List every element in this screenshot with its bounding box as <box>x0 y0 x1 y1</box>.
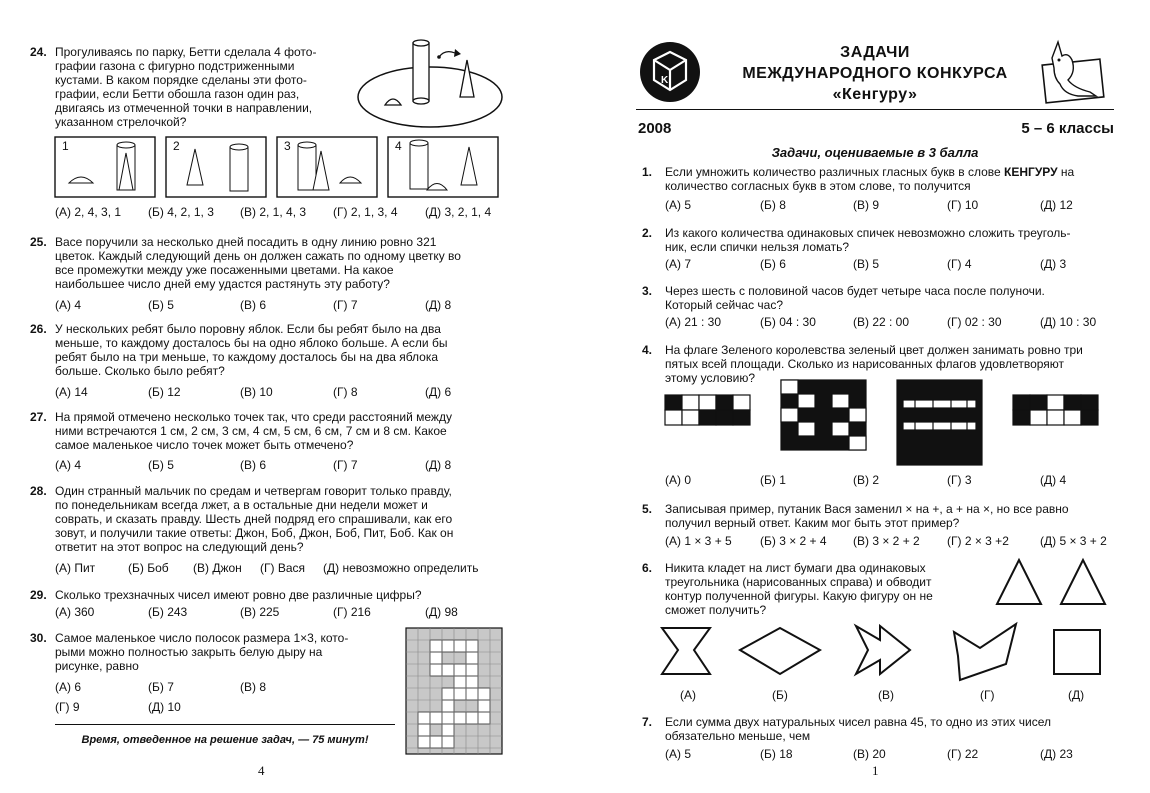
question-text <box>665 165 1115 193</box>
text-line: получил верный ответ. Каким мог быть этот пример? <box>665 516 960 530</box>
answer-option: (Д) 10 <box>148 700 181 714</box>
text-line: сможет получить? <box>665 603 767 617</box>
answer-option: (Б) 243 <box>148 605 188 619</box>
answer-option: (Д) <box>1068 688 1085 702</box>
answer-option: (А) 360 <box>55 605 95 619</box>
answer-option: (В) 5 <box>853 257 880 271</box>
text-line: ответит на этот вопрос на следующий день? <box>55 540 304 554</box>
question-number: 29. <box>30 588 47 602</box>
answer-option: (Г) 9 <box>55 700 80 714</box>
text-line: количество согласных букв в этом слове, то получится <box>665 179 971 193</box>
text-line: все промежутки между уже посаженными цветами. На какое <box>55 263 394 277</box>
answer-option: (Г) 02 : 30 <box>947 315 1002 329</box>
answer-option: (Б) Боб <box>128 561 169 575</box>
text-fragment: Если умножить количество различных гласных букв в слове <box>665 165 1005 179</box>
text-line: цветок. Каждый следующий день он должен сажать по одному цветку во <box>55 249 461 263</box>
question-number: 3. <box>642 284 653 298</box>
header-divider <box>636 109 1114 110</box>
text-line: Никита кладет на лист бумаги два одинаковых <box>665 561 926 575</box>
bold-word: КЕНГУРУ <box>1004 165 1058 179</box>
question-text <box>665 561 985 617</box>
text-line: Васе поручили за несколько дней посадить в одну линию ровно 321 <box>55 235 437 249</box>
answer-option: (Г) 216 <box>333 605 371 619</box>
text-line: пятых всей площади. Сколько из нарисованных флагов удовлетворяют <box>665 357 1065 371</box>
photo-label: 3 <box>284 139 291 153</box>
text-line: контур полученной фигуры. Какую фигуру он не <box>665 589 933 603</box>
text-line: меньше, то каждому досталось бы на одно яблоко больше. А если бы <box>55 336 448 350</box>
text-line: треугольника (нарисованных справа) и обводит <box>665 575 932 589</box>
text-line: Самое маленькое число полосок размера 1×3, кото- <box>55 631 349 645</box>
photo-label: 2 <box>173 139 180 153</box>
answer-option: (Г) 2, 1, 3, 4 <box>333 205 398 219</box>
answer-option: (Г) 7 <box>333 458 358 472</box>
text-line: Прогуливаясь по парку, Бетти сделала 4 фото- <box>55 45 317 59</box>
question-number: 27. <box>30 410 47 424</box>
text-line: графии газона с фигурно подстриженными <box>55 59 295 73</box>
page-number: 4 <box>258 763 265 778</box>
photo-label: 4 <box>395 139 402 153</box>
header-title-line1: ЗАДАЧИ <box>840 44 910 61</box>
answer-option: (Г) 2 × 3 +2 <box>947 534 1009 548</box>
answer-option: (Б) 1 <box>760 473 786 487</box>
text-line: рисунке, равно <box>55 659 139 673</box>
text-line: обязательно меньше, чем <box>665 729 811 743</box>
answer-option: (Г) 8 <box>333 385 358 399</box>
answer-option: (В) 8 <box>240 680 267 694</box>
header-title-line3: «Кенгуру» <box>832 86 918 103</box>
answer-option: (Д) 10 : 30 <box>1040 315 1097 329</box>
question-number: 7. <box>642 715 653 729</box>
text-line: указанном стрелочкой? <box>55 115 187 129</box>
answer-option: (В) 3 × 2 + 2 <box>853 534 920 548</box>
question-number: 4. <box>642 343 653 357</box>
answer-option: (В) 20 <box>853 747 886 761</box>
question-number: 24. <box>30 45 47 59</box>
text-line: Если сумма двух натуральных чисел равна 45, то одно из этих чисел <box>665 715 1051 729</box>
question-number: 6. <box>642 561 653 575</box>
answer-option: (Д) невозможно определить <box>323 561 479 575</box>
answer-option: (Д) 4 <box>1040 473 1067 487</box>
answer-option: (А) Пит <box>55 561 96 575</box>
answer-option: (А) 21 : 30 <box>665 315 722 329</box>
answer-option: (А) 5 <box>665 747 692 761</box>
grid-hole-figure <box>406 628 502 754</box>
divider <box>55 724 395 725</box>
svg-text:K: K <box>661 75 669 86</box>
question-text <box>665 284 1115 312</box>
answer-option: (А) 0 <box>665 473 692 487</box>
question-text <box>55 631 395 673</box>
photo-label: 1 <box>62 139 69 153</box>
answer-option: (Д) 5 × 3 + 2 <box>1040 534 1107 548</box>
text-line: этому условию? <box>665 371 756 385</box>
question-text <box>665 502 1115 530</box>
answer-option: (Д) 12 <box>1040 198 1073 212</box>
answer-option: (Д) 8 <box>425 458 452 472</box>
answer-option: (Б) 04 : 30 <box>760 315 816 329</box>
answer-option: (Г) 10 <box>947 198 979 212</box>
answer-option: (А) 2, 4, 3, 1 <box>55 205 122 219</box>
answer-option: (В) 2 <box>853 473 880 487</box>
question-text <box>55 588 500 602</box>
answer-option: (Г) Вася <box>260 561 305 575</box>
text-line: кустами. В каком порядке сделаны эти фото- <box>55 73 307 87</box>
text-line <box>665 165 1115 179</box>
text-line: Из какого количества одинаковых спичек невозможно сложить треуголь- <box>665 226 1071 240</box>
answer-option: (Б) 6 <box>760 257 786 271</box>
page-number: 1 <box>872 763 879 778</box>
answer-option: (В) 225 <box>240 605 280 619</box>
header-title-line2: МЕЖДУНАРОДНОГО КОНКУРСА <box>742 65 1008 82</box>
answer-option: (Г) 4 <box>947 257 972 271</box>
answer-option: (А) <box>680 688 696 702</box>
text-line: рыми можно полностью закрыть белую дыру на <box>55 645 323 659</box>
question-text <box>55 322 500 378</box>
answer-option: (А) 4 <box>55 458 82 472</box>
text-line: двигаясь из отмеченной точки в направлении, <box>55 101 313 115</box>
answer-option: (Б) 3 × 2 + 4 <box>760 534 827 548</box>
answer-option: (В) <box>878 688 894 702</box>
answer-option: (Б) 12 <box>148 385 181 399</box>
answer-option: (Б) 5 <box>148 458 174 472</box>
answer-option: (Б) 8 <box>760 198 786 212</box>
text-line: графии, если Бетти обошла газон один раз, <box>55 87 300 101</box>
answer-option: (Д) 8 <box>425 298 452 312</box>
answer-option: (А) 1 × 3 + 5 <box>665 534 732 548</box>
question-number: 5. <box>642 502 653 516</box>
answer-option: (В) 6 <box>240 458 267 472</box>
answer-option: (Д) 98 <box>425 605 458 619</box>
question-number: 26. <box>30 322 47 336</box>
answer-option: (А) 7 <box>665 257 692 271</box>
flags-figure <box>665 380 1115 465</box>
question-text <box>55 484 500 554</box>
text-line: больше. Сколько было ребят? <box>55 364 225 378</box>
text-line: по понедельникам всегда лжет, а в остальные дни недели может и <box>55 498 428 512</box>
question-number: 2. <box>642 226 653 240</box>
answer-option: (А) 5 <box>665 198 692 212</box>
photo-frames <box>55 135 505 200</box>
question-number: 1. <box>642 165 653 179</box>
text-line: Записывая пример, путаник Вася заменил × на +, а + на ×, но все равно <box>665 502 1069 516</box>
text-line: ребят было на три меньше, то каждому досталось бы на два яблока <box>55 350 439 364</box>
kangaroo-logo-icon <box>638 40 702 104</box>
text-line: зовут, и получили такие ответы: Джон, Боб, Джон, Боб, Пит, Боб. Как он <box>55 526 454 540</box>
answer-option: (Д) 6 <box>425 385 452 399</box>
lawn-figure <box>355 35 505 130</box>
question-text <box>55 45 345 129</box>
text-line: самое маленькое число точек может быть отмечено? <box>55 438 354 452</box>
text-line: Через шесть с половиной часов будет четыре часа после полуночи. <box>665 284 1045 298</box>
answer-option: (Д) 3, 2, 1, 4 <box>425 205 492 219</box>
answer-option: (Д) 23 <box>1040 747 1073 761</box>
question-text <box>665 715 1115 743</box>
text-line: На флаге Зеленого королевства зеленый цвет должен занимать ровно три <box>665 343 1083 357</box>
text-line: ник, если спички нельзя ломать? <box>665 240 850 254</box>
year-label: 2008 <box>638 120 672 137</box>
answer-option: (Г) 22 <box>947 747 979 761</box>
answer-option: (А) 4 <box>55 298 82 312</box>
question-text <box>665 226 1115 254</box>
text-fragment: на <box>1057 165 1075 179</box>
shapes-figure <box>658 620 1118 682</box>
text-line: У нескольких ребят было поровну яблок. Если бы ребят было на два <box>55 322 441 336</box>
answer-option: (Д) 3 <box>1040 257 1067 271</box>
text-line: Один странный мальчик по средам и четвергам говорит только правду, <box>55 484 452 498</box>
question-text <box>665 343 1115 385</box>
triangles-figure <box>995 556 1115 608</box>
question-number: 25. <box>30 235 47 249</box>
answer-option: (В) 10 <box>240 385 273 399</box>
grades-label: 5 – 6 классы <box>1021 120 1114 137</box>
answer-option: (В) Джон <box>193 561 242 575</box>
text-line: соврать, и сказать правду. Шесть дней подряд его спрашивали, как его <box>55 512 453 526</box>
question-text <box>55 235 500 291</box>
answer-option: (В) 9 <box>853 198 880 212</box>
answer-option: (Г) 7 <box>333 298 358 312</box>
answer-option: (А) 6 <box>55 680 82 694</box>
time-note: Время, отведенное на решение задач, — 75 минут! <box>81 734 369 746</box>
answer-option: (В) 6 <box>240 298 267 312</box>
section-title: Задачи, оцениваемые в 3 балла <box>771 145 979 160</box>
answer-option: (Б) 5 <box>148 298 174 312</box>
question-text <box>55 410 500 452</box>
text-line: наибольшее число дней ему удастся растянуть эту работу? <box>55 277 390 291</box>
text-line: ними встречаются 1 см, 2 см, 3 см, 4 см, 5 см, 6 см, 7 см и 8 см. Какое <box>55 424 447 438</box>
answer-option: (Г) 3 <box>947 473 972 487</box>
answer-option: (В) 22 : 00 <box>853 315 910 329</box>
answer-option: (Б) <box>772 688 788 702</box>
text-line: Который сейчас час? <box>665 298 784 312</box>
text-line: На прямой отмечено несколько точек так, что среди расстояний между <box>55 410 452 424</box>
kangaroo-drawing-icon <box>1038 38 1110 104</box>
answer-option: (Г) <box>980 688 995 702</box>
question-number: 30. <box>30 631 47 645</box>
answer-option: (А) 14 <box>55 385 88 399</box>
answer-option: (Б) 4, 2, 1, 3 <box>148 205 214 219</box>
question-number: 28. <box>30 484 47 498</box>
answer-option: (Б) 18 <box>760 747 793 761</box>
text-line: Сколько трехзначных чисел имеют ровно две различные цифры? <box>55 588 422 602</box>
answer-option: (В) 2, 1, 4, 3 <box>240 205 307 219</box>
answer-option: (Б) 7 <box>148 680 174 694</box>
